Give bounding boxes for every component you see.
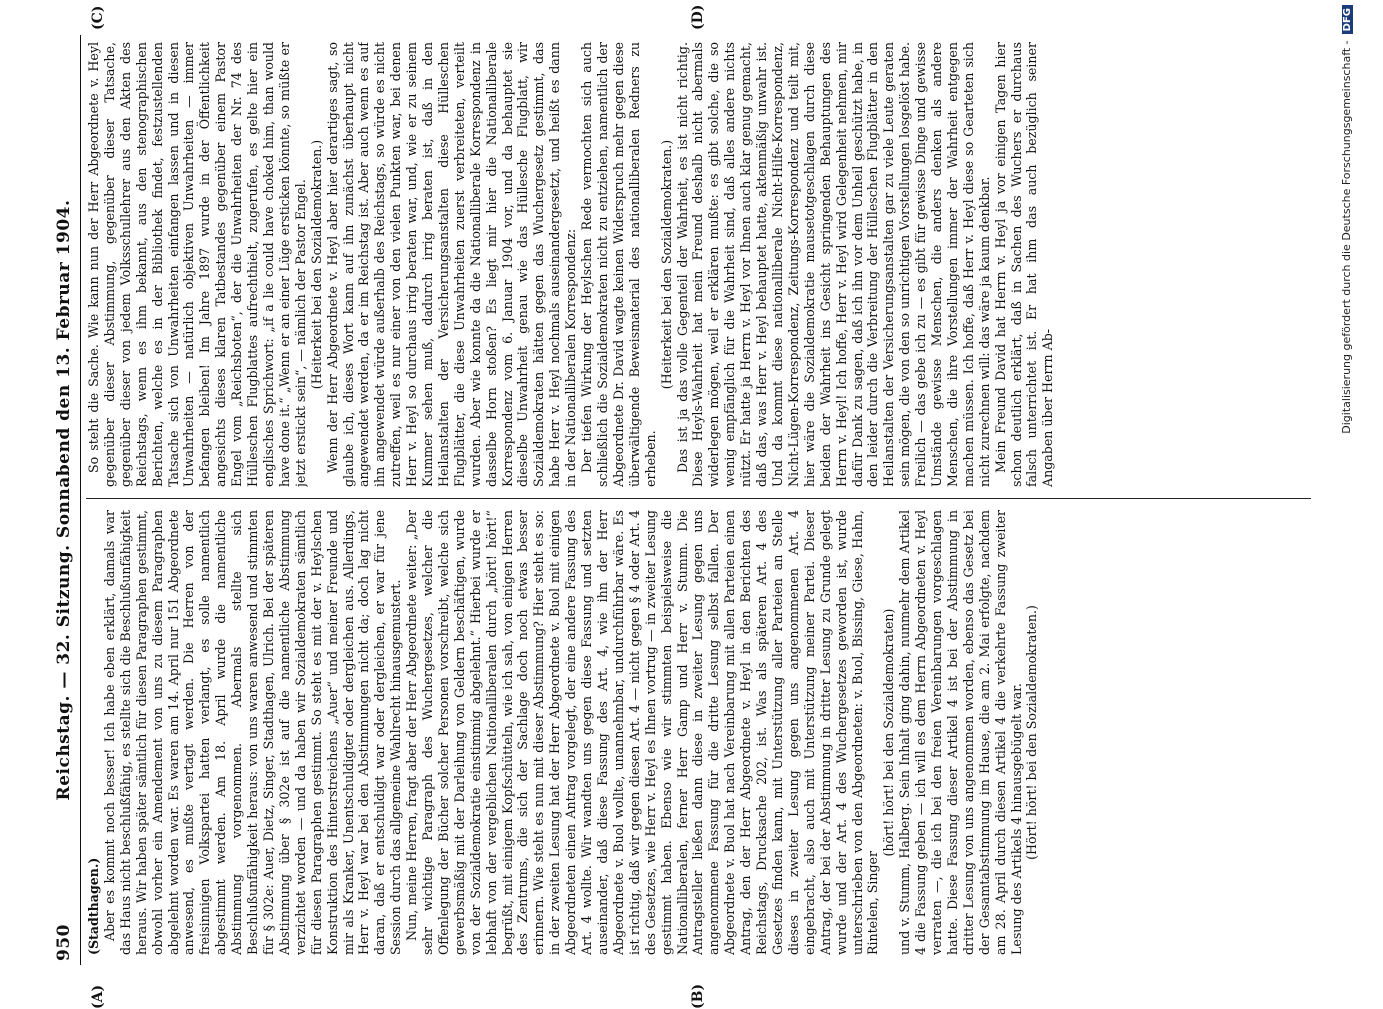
rotated-page [50, 4, 1320, 1009]
left-column [86, 510, 1311, 955]
speaker-label: (Stadthagen.) [86, 857, 101, 955]
paragraph: Nun, meine Herren, fragt aber der Herr Abgeordnete weiter: „Der sehr wichtige Paragraph des Wuchergesetzes, welcher die Offenlegung der Bücher solcher Personen vorschreibt, welche sich gewerbsmäßig mit der Darleihung von Geldern beschäftigen, wurde von der Sozialdemokratie einstimmig abgelehnt.“ Hierbei wurde er lebhaft von der vergeblichen Nationalliberalen durch „hört! hört!“ begrüßt, mit einigem Kopfschütteln, wie ich sah, von einigen Herren des Zentrums, die sich der Sachlage doch noch etwas besser erinnern. Wie steht es nun mit dieser Abstimmung? Hier steht es so: in der zweiten Lesung hat der Herr Abgeordnete v. Buol mit einigen Abgeordneten einen Antrag vorgelegt, der eine andere Fassung des Art. 4 wollte. Wir wandten uns gegen diese Fassung und setzten auseinander, daß diese Fassung des Art. 4, wie ihn der Herr Abgeordnete v. Buol wollte, unannehmbar, undurchführbar wäre. Es ist richtig, daß wir gegen diesen Art. 4 — nicht gegen § 4 oder Art. 4 des Gesetzes, wie Herr v. Heyl es Ihnen vortrug — in zweiter Lesung gestimmt haben. Ebenso wie wir stimmten beispielsweise die Nationalliberalen, ferner Herr Gamp und Herr v. Stumm. Die Antragsteller ließen dann diese in zweiter Lesung gegen uns angenommene Fassung für die dritte Lesung selbst fallen. Der Abgeordnete v. Buol hat nach Vereinbarung mit allen Parteien einen Antrag, den der Herr Abgeordnete v. Heyl in den Berichten des Reichstags, Drucksache 202, ist. Was als späteren Art. 4 des Gesetzes finden kann, mit Unterstützung aller Parteien an Stelle dieses in zweiter Lesung gegen uns angenommenen Art. 4 eingebracht, also auch mit Unterstützung meiner Partei. Dieser Antrag, der bei der Abstimmung in dritter Lesung zu Grunde gelegt wurde und der Art. 4 des Wuchergesetzes geworden ist, wurde unterschrieben von den Abgeordneten: v. Buol, Bissing, Giese, Hahn, Rintelen, Singer [404, 510, 881, 955]
paragraph: Mein Freund David hat Herrn v. Heyl ja vor einigen Tagen hier schon deutlich erklärt, daß in Sachen des Wuchers er durchaus falsch unterrichtet ist. Er hat ihm das auch bezüglich seiner Angaben über Herrn Ab- [992, 42, 1056, 487]
interjection: (Hört! hört! bei den Sozialdemokraten.) [1024, 605, 1040, 860]
margin-letter-b: (B) [690, 983, 706, 1009]
paragraph: Wenn der Herr Abgeordnete v. Heyl aber hier derartiges sagt, so glaube ich, dieses Wort kann auf ihn zunächst überhaupt nicht angewendet werden, da er im Reichstag ist. Aber auch wenn es auf ihn angewendet würde außerhalb des Reichstags, so würde es nicht zutreffen, weil es nur einer von den vielen Punkten war, bei denen Herr v. Heyl so durchaus irrig beraten war, und, wie er zu seinem Kummer sehen muß, dadurch irrig beraten ist, daß in den Heilanstalten der Versicherungsanstalten diese Hülleschen Flugblätter, die diese Unwahrheiten zuerst verbreiteten, verteilt wurden. Aber wie konnte da die Nationalliberale Korrespondenz in dasselbe Horn stoßen? Es liegt mir hier die Nationalliberale Korrespondenz vom 6. Januar 1904 vor, und da behauptet sie dieselbe Unwahrheit genau wie das Hüllesche Flugblatt, wir Sozialdemokraten hätten gegen das Wuchergesetz gestimmt, das habe Herr v. Heyl nochmals auseinandergesetzt, und heißt es dann in der Nationalliberalen Korrespondenz: [324, 42, 579, 487]
digitization-text: Digitalisierung gefördert durch die Deutsche Forschungsgemeinschaft - [1340, 40, 1353, 434]
page-header [50, 35, 81, 965]
paragraph: Aber es kommt noch besser! Ich habe eben erklärt, damals war das Haus nicht beschlußfähig, es stellte sich die Beschlußunfähigkeit heraus. Wir haben später sämtlich für diesen Paragraphen gestimmt, obwohl vorher ein Amendement von uns zu diesem Paragraphen abgelehnt worden war. Es waren am 14. April nur 151 Abgeordnete anwesend, es mußte vertagt werden. Die Herren von der freisinnigen Volkspartei hatten verlangt, es solle namentlich abgestimmt werden. Am 18. April wurde die namentliche Abstimmung vorgenommen. Abermals stellte sich Beschlußunfähigkeit heraus: von uns waren anwesend und stimmten für § 302e: Auer, Dietz, Singer, Stadthagen, Ulrich. Bei der späteren Abstimmung über § 302e ist auf die namentliche Abstimmung verzichtet worden — und da haben wir Sozialdemokraten sämtlich für diesen Paragraphen gestimmt. So steht es mit der v. Heylschen Konstruktion des Hinterstreichens „Auer“ und meiner Freunde und mir als Kranker, Unentschuldigter oder dergleichen aus. Allerdings, Herr v. Heyl war bei den Abstimmungen nicht da; doch lag nicht daran, daß er entschuldigt war oder dergleichen, er war für jene Session durch das allgemeine Wahlrecht hinausgemustert. [101, 510, 404, 955]
page-number: 950 [54, 924, 74, 961]
paragraph: So steht die Sache. Wie kann nun der Herr Abgeordnete v. Heyl gegenüber dieser Abstimmung, gegenüber dieser Tatsache, gegenüber dieser von jedem Volksschullehrer aus den Akten des Reichstags, wenn es ihm bekannt, aus den stenographischen Berichten, welche es in der Bibliothek findet, festzustellenden Tatsache sich von Unwahrheiten einfangen lassen und in diesen Unwahrheiten — natürlich objektiven Unwahrheiten — immer befangen bleiben! Im Jahre 1897 wurde in der Öffentlichkeit angesichts dieses klaren Tatbestandes gegenüber einem Pastor Engel vom „Reichsboten“, der die Unwahrheiten der Nr. 74 des Hülleschen Flugblattes aufrechthielt, zugerufen, es gelte hier ein englisches Sprichwort: „if a lie could have choked him, than would have done it.“ „Wenn er an einer Lüge ersticken könnte, so müßte er jetzt erstickt sein“, — nämlich der Pastor Engel. [86, 42, 308, 487]
quotation: Der tiefen Wirkung der Heylschen Rede vermochten sich auch schließlich die Sozialdemokraten nicht zu entziehen, namentlich der Abgeordnete Dr. David wagte keinen Widerspruch mehr gegen diese überwältigende Beweismaterial des nationalliberalen Redners zu erheben. [579, 42, 658, 487]
margin-letter-d: (D) [690, 4, 706, 30]
paragraph: und v. Stumm, Halberg. Sein Inhalt ging dahin, nunmehr dem Artikel 4 die Fassung geben — ich will es dem Herrn Abgeordneten v. Heyl verraten —, die ich bei den freien Vereinbarungen vorgeschlagen hatte. Diese Fassung dieser Artikel 4 ist bei der Abstimmung in dritter Lesung von uns angenommen worden, ebenso das Gesetz bei der Gesamtabstimmung im Hause, die am 2. Mai erfolgte, nachdem am 28. April durch diesen Artikel 4 die verkehrte Fassung zweiter Lesung des Artikels 4 hinausgebügelt war. [897, 510, 1024, 955]
column-divider [86, 498, 1311, 499]
interjection: (hört! hört! bei den Sozialdemokraten) [881, 608, 897, 857]
paragraph: Das ist ja das volle Gegenteil der Wahrheit, es ist nicht richtig. Diese Heyls-Wahrheit hat mein Freund deshalb nicht abermals widerlegen mögen, weil er erklären mußte: es gibt solche, die so wenig empfänglich für die Wahrheit sind, daß alles andere nichts nützt. Er hatte ja Herrn v. Heyl vor Ihnen auch klar genug gemacht, daß das, was Herr v. Heyl behauptet hatte, aktenmäßig unwahr ist. Und da kommt diese nationalliberale Nicht-Hilfe-Korrespondenz, Nicht-Lügen-Korrespondenz, Zeitungs-Korrespondenz und teilt mit, hier wäre die Sozialdemokratie mausetotgeschlagen durch diese beiden der Wahrheit ins Gesicht springenden Behauptungen des Herrn v. Heyl! Ich hoffe, Herr v. Heyl wird Gelegenheit nehmen, mir dafür Dank zu sagen, daß ich ihn vor dem Unheil geschützt habe, in den leider durch die Verbreitung der Hülleschen Flugblätter in den Heilanstalten der Versicherungsanstalten gar zu viele Leute geraten sein mögen, die von den so unrichtigen Vorstellungen losgelöst habe. Freilich — das gebe ich zu — es gibt für gewisse Dinge und gewisse Umstände gewisse Menschen, die anders denken als andere Menschen, die ihre Vorstellungen immer der Wahrheit entgegen machen müssen. Ich hoffe, daß Herr v. Heyl diese so Gearteten sich nicht zurechnen will: das wäre ja kaum denkbar. [674, 42, 992, 487]
interjection: (Heiterkeit bei den Sozialdemokraten.) [658, 139, 674, 390]
margin-letter-c: (C) [90, 5, 106, 30]
interjection: (Heiterkeit bei den Sozialdemokraten.) [308, 139, 324, 390]
digitization-note [1340, 5, 1370, 995]
dfg-logo: DFG [1342, 5, 1353, 34]
page-title: Reichstag. — 32. Sitzung. Sonnabend den 13. Februar 1904. [54, 199, 74, 801]
right-column [86, 42, 1311, 487]
margin-letter-a: (A) [90, 984, 106, 1009]
